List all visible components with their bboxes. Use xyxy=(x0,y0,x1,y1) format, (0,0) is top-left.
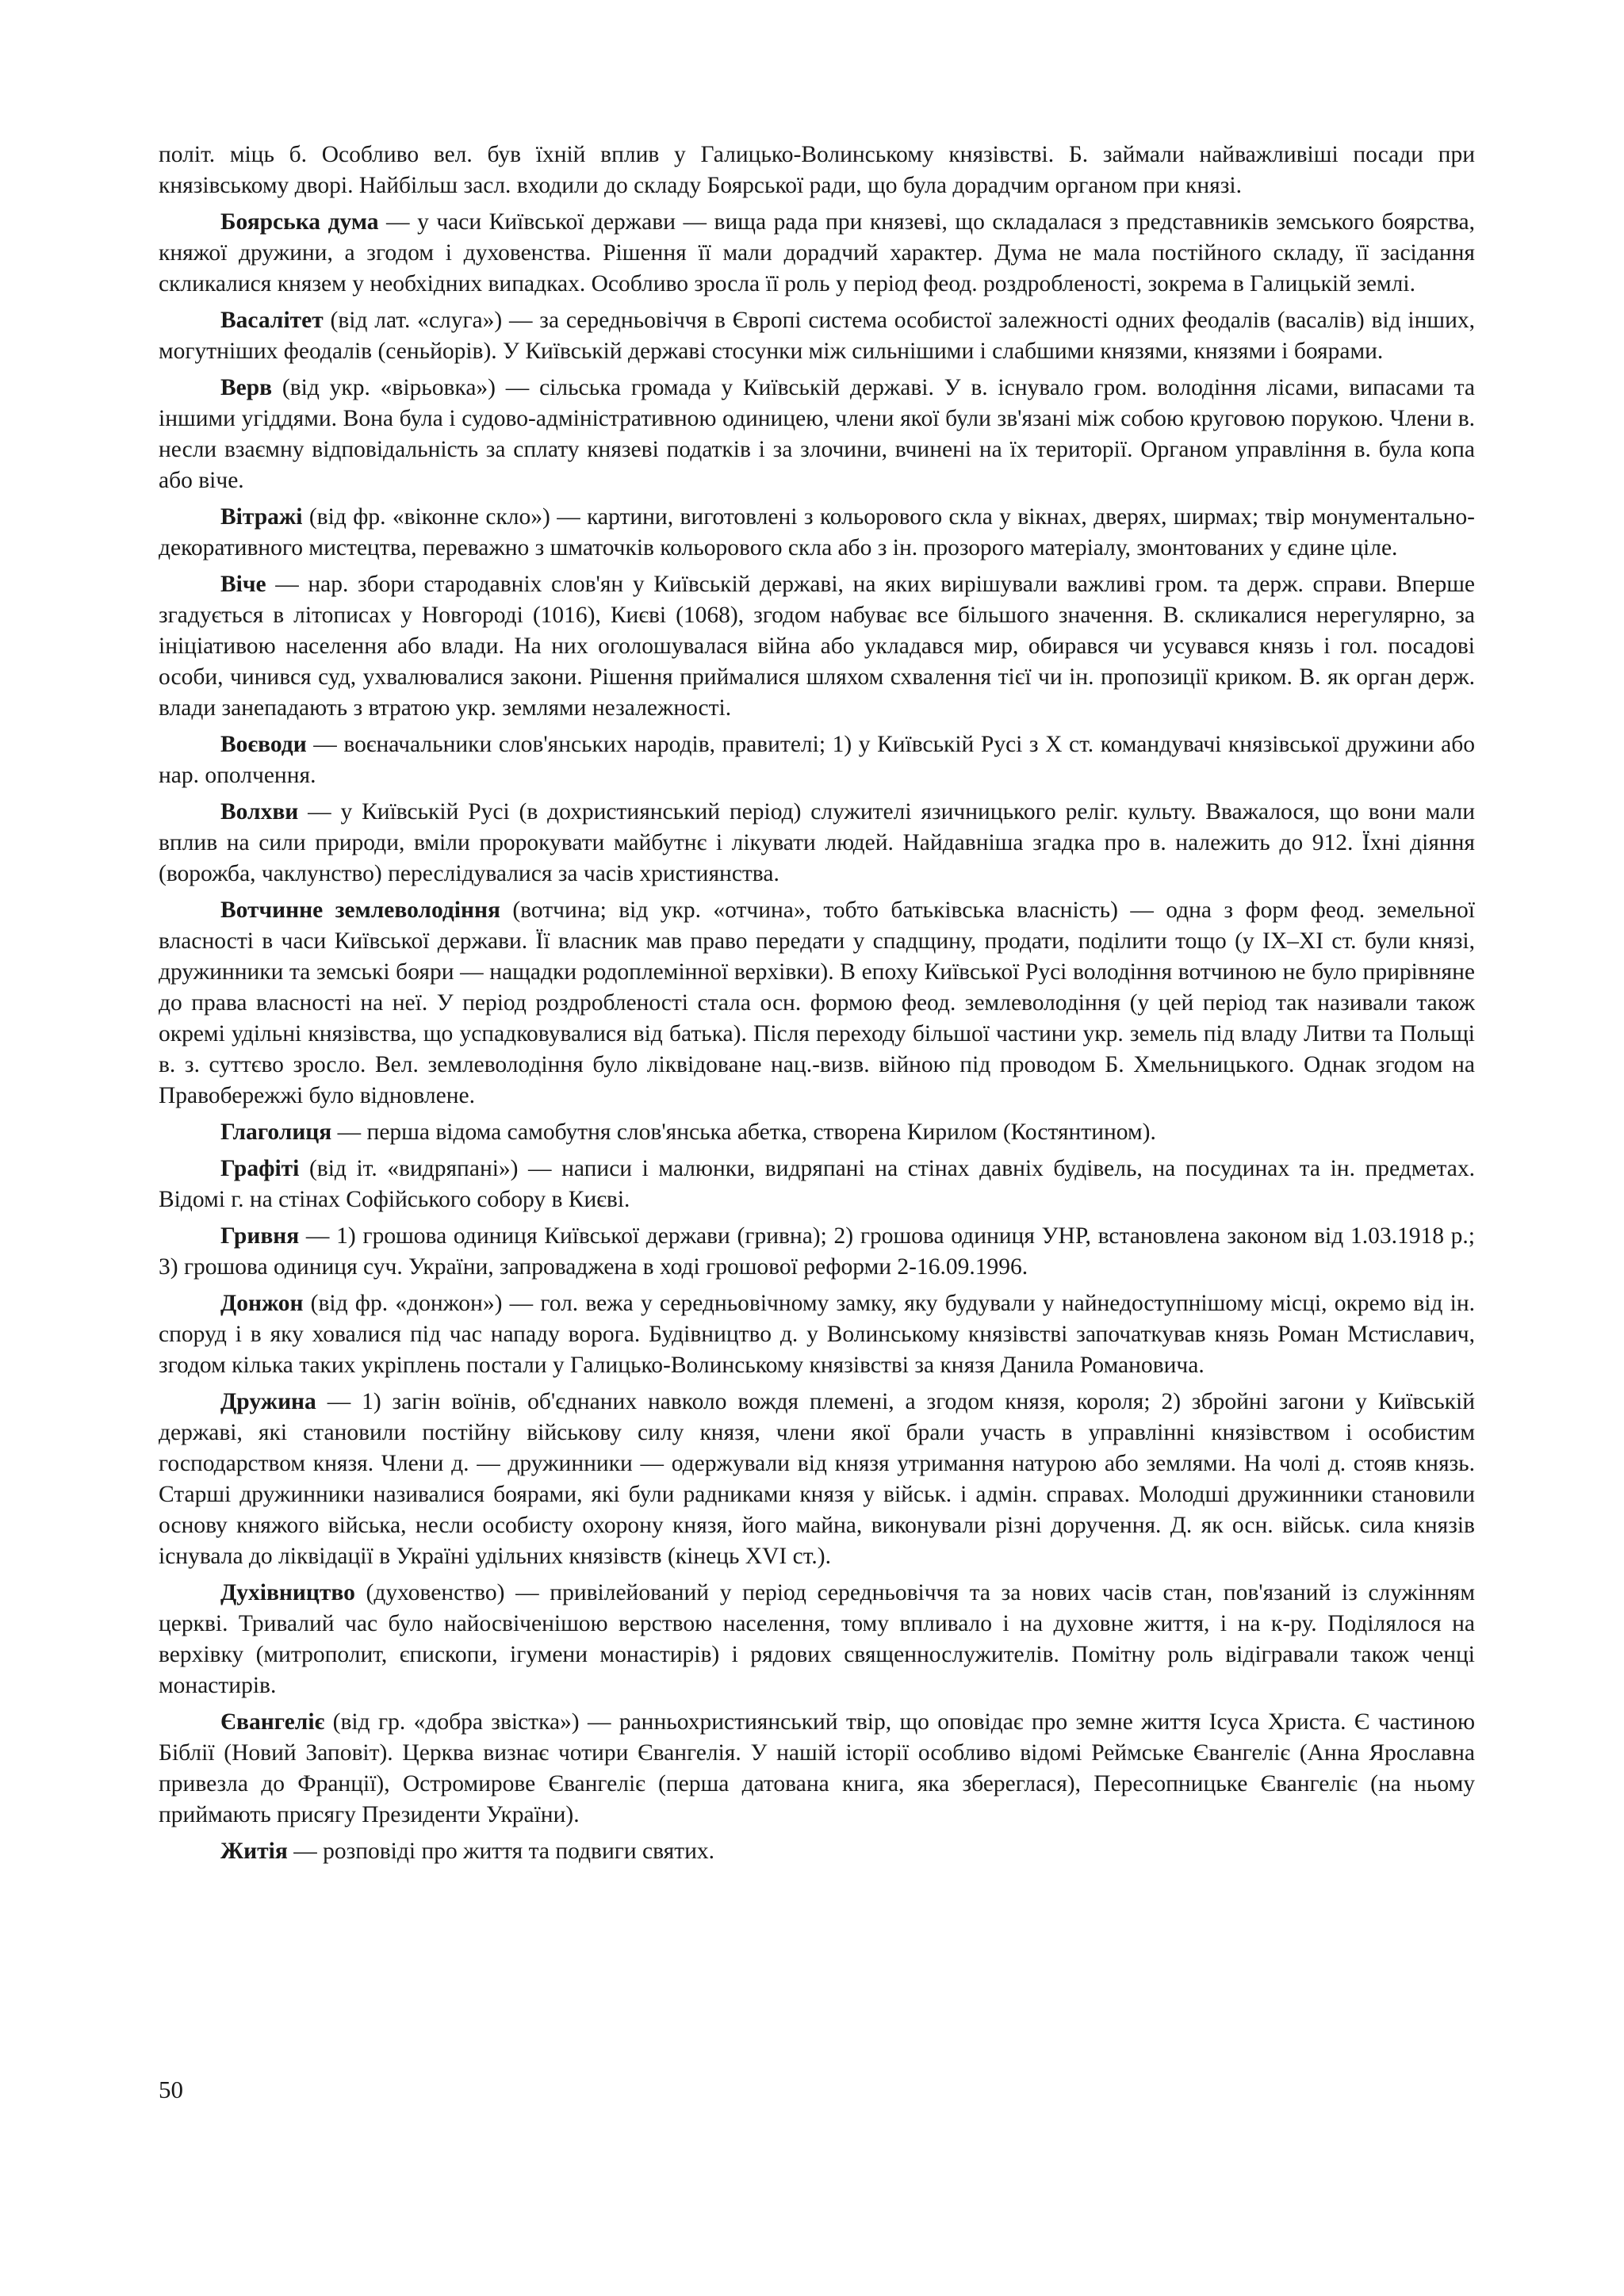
entry-volkhvy xyxy=(159,797,1475,890)
entry-boyarska-duma xyxy=(159,207,1475,300)
entry-text: (від лат. «слуга») — за середньовіччя в Європі система особистої залежності одних феодалів (васалів) від інших, могутніших феодалів (сеньйорів). У Київській державі стосунки між сильнішими і слабшими князями, князями і боярами. xyxy=(159,308,1475,364)
entry-dukhivnytstvo xyxy=(159,1578,1475,1701)
page-number: 50 xyxy=(159,2076,183,2103)
entry-text: (від фр. «віконне скло») — картини, виготовлені з кольорового скла у вікнах, дверях, ширмах; твір монументально-декоративного мистецтва, переважно з шматочків кольорового скла або з ін. прозорого матеріалу, змонтованих у єдине ціле. xyxy=(159,504,1475,561)
entry-votchynne-zemlevolodinnia xyxy=(159,895,1475,1112)
entry-text: — 1) загін воїнів, об'єднаних навколо вождя племені, а згодом князя, короля; 2) збройні загони у Київській державі, які становили постійну військову силу князя, члени якої брали участь в управлінні князівством і особистим господарством князя. Члени д. — дружинники — одержували від князя утримання натурою або землями. На чолі д. стояв князь. Старші дружинники називалися боярами, які були радниками князя у військ. і адмін. справах. Молодші дружинники становили основу княжого війська, несли особисту охорону князя, його майна, виконували різні доручення. Д. як осн. військ. сила князів існувала до ліквідації в Україні удільних князівств (кінець XVI ст.). xyxy=(159,1389,1475,1569)
entry-text: (духовенство) — привілейований у період середньовіччя та за нових часів стан, пов'язаний із служінням церкві. Тривалий час було найосвіченішою верствою населення, тому впливало і на духовне життя, і на к-ру. Поділялося на верхівку (митрополит, єпископи, ігумени монастирів) і рядових священнослужителів. Помітну роль відігравали також ченці монастирів. xyxy=(159,1580,1475,1698)
entry-hryvnia xyxy=(159,1221,1475,1283)
entry-text: — у часи Київської держави — вища рада при князеві, що складалася з представників земського боярства, княжої дружини, а згодом і духовенства. Рішення її мали дорадчий характер. Дума не мала постійного складу, її засідання скликалися князем у необхідних випадках. Особливо зросла її роль у період феод. роздробленості, зокрема в Галицькій землі. xyxy=(159,209,1475,297)
entry-text: (від фр. «донжон») — гол. вежа у середньовічному замку, яку будували у найнедоступнішому місці, окремо від ін. споруд і в яку ховалися під час нападу ворога. Будівництво д. у Волинському князівстві започаткував князь Роман Мстиславич, згодом кілька таких укріплень постали у Галицько-Волинському князівстві за князя Данила Романовича. xyxy=(159,1291,1475,1378)
entry-voievody xyxy=(159,729,1475,791)
document-page xyxy=(159,140,1475,1873)
entry-text: — розповіді про життя та подвиги святих. xyxy=(287,1839,715,1864)
entry-term: Вітражі xyxy=(220,504,303,530)
entry-term: Графіті xyxy=(220,1156,300,1181)
entry-term: Донжон xyxy=(220,1291,304,1316)
entry-term: Верв xyxy=(220,375,273,400)
entry-term: Віче xyxy=(220,572,266,597)
entry-hlaholytsia xyxy=(159,1117,1475,1148)
entry-vitrazhi xyxy=(159,502,1475,564)
entry-term: Дружина xyxy=(220,1389,316,1414)
entry-text: — 1) грошова одиниця Київської держави (гривна); 2) грошова одиниця УНР, встановлена законом від 1.03.1918 р.; 3) грошова одиниця суч. України, запроваджена в ході грошової реформи 2-16.09.1996. xyxy=(159,1223,1475,1280)
entry-hrafiti xyxy=(159,1154,1475,1215)
entry-term: Вотчинне землеволодіння xyxy=(220,897,500,923)
entry-term: Житія xyxy=(220,1839,288,1864)
entry-vasalitet xyxy=(159,305,1475,367)
entry-text: (від іт. «видряпані») — написи і малюнки, видряпані на стінах давніх будівель, на посудинах та ін. предметах. Відомі г. на стінах Софійського собору в Києві. xyxy=(159,1156,1475,1212)
entry-zhytiia xyxy=(159,1836,1475,1867)
entry-text: — у Київській Русі (в дохристиянський період) служителі язичницького реліг. культу. Вважалося, що вони мали вплив на сили природи, вміли пророкувати майбутнє і лікувати людей. Найдавніша згадка про в. належить до 912. Їхні діяння (ворожба, чаклунство) переслідувалися за часів християнства. xyxy=(159,799,1475,886)
entry-term: Гривня xyxy=(220,1223,300,1249)
entry-term: Глаголиця xyxy=(220,1119,332,1145)
entry-term: Волхви xyxy=(220,799,299,825)
entry-text: (вотчина; від укр. «отчина», тобто батьківська власність) — одна з форм феод. земельної власності в часи Київської держави. Її власник мав право передати у спадщину, продати, поділити тощо (у IX–XI ст. були князі, дружинники та земські бояри — нащадки родоплемінної верхівки). В епоху Київської Русі володіння вотчиною не було прирівняне до права власності на неї. У період роздробленості стала осн. формою феод. землеволодіння (у цей період так називали також окремі удільні князівства, що успадковувалися від батька). Після переходу більшої частини укр. земель під владу Литви та Польщі в. з. суттєво зросло. Вел. землеволодіння було ліквідоване нац.-визв. війною під проводом Б. Хмельницького. Однак згодом на Правобережжі було відновлене. xyxy=(159,897,1475,1108)
entry-term: Духівництво xyxy=(220,1580,355,1605)
entry-text: (від гр. «добра звістка») — ранньохристиянський твір, що оповідає про земне життя Ісуса Христа. Є частиною Біблії (Новий Заповіт). Церква визнає чотири Євангелія. У нашій історії особливо відомі Реймське Євангеліє (Анна Ярославна привезла до Франції), Остромирове Євангеліє (перша датована книга, яка збереглася), Пересопницьке Євангеліє (на ньому приймають присягу Президенти України). xyxy=(159,1709,1475,1827)
entry-verv xyxy=(159,373,1475,496)
entry-term: Васалітет xyxy=(220,308,324,333)
entry-term: Євангеліє xyxy=(220,1709,325,1735)
entry-term: Боярська дума xyxy=(220,209,379,235)
entry-yevanhelie xyxy=(159,1707,1475,1831)
entry-text: — перша відома самобутня слов'янська абетка, створена Кирилом (Костянтином). xyxy=(331,1119,1156,1145)
entry-viche xyxy=(159,569,1475,724)
entry-donzhon xyxy=(159,1288,1475,1381)
entry-text: (від укр. «вірьовка») — сільська громада у Київській державі. У в. існувало гром. володіння лісами, випасами та іншими угіддями. Вона була і судово-адміністративною одиницею, члени якої були зв'язані між собою круговою порукою. Члени в. несли взаємну відповідальність за сплату князеві податків і за злочини, вчинені на їх території. Органом управління в. була копа або віче. xyxy=(159,375,1475,493)
entry-text: — воєначальники слов'янських народів, правителі; 1) у Київській Русі з X ст. командувачі князівської дружини або нар. ополчення. xyxy=(159,732,1475,788)
entry-term: Воєводи xyxy=(220,732,307,757)
entry-text: — нар. збори стародавніх слов'ян у Київській державі, на яких вирішували важливі гром. та держ. справи. Вперше згадується в літописах у Новгороді (1016), Києві (1068), згодом набуває все більшого значення. В. скликалися нерегулярно, за ініціативою населення або влади. На них оголошувалася війна або укладався мир, обирався чи усувався князь і гол. посадові особи, чинився суд, ухвалювалися закони. Рішення приймалися шляхом схвалення тієї чи ін. пропозиції криком. В. як орган держ. влади занепадають з втратою укр. землями незалежності. xyxy=(159,572,1475,721)
intro-paragraph: політ. міць б. Особливо вел. був їхній вплив у Галицько-Волинському князівстві. Б. займали найважливіші посади при князівському дворі. Найбільш засл. входили до складу Боярської ради, що була дорадчим органом при князі. xyxy=(159,142,1475,198)
entry-druzhyna xyxy=(159,1387,1475,1572)
